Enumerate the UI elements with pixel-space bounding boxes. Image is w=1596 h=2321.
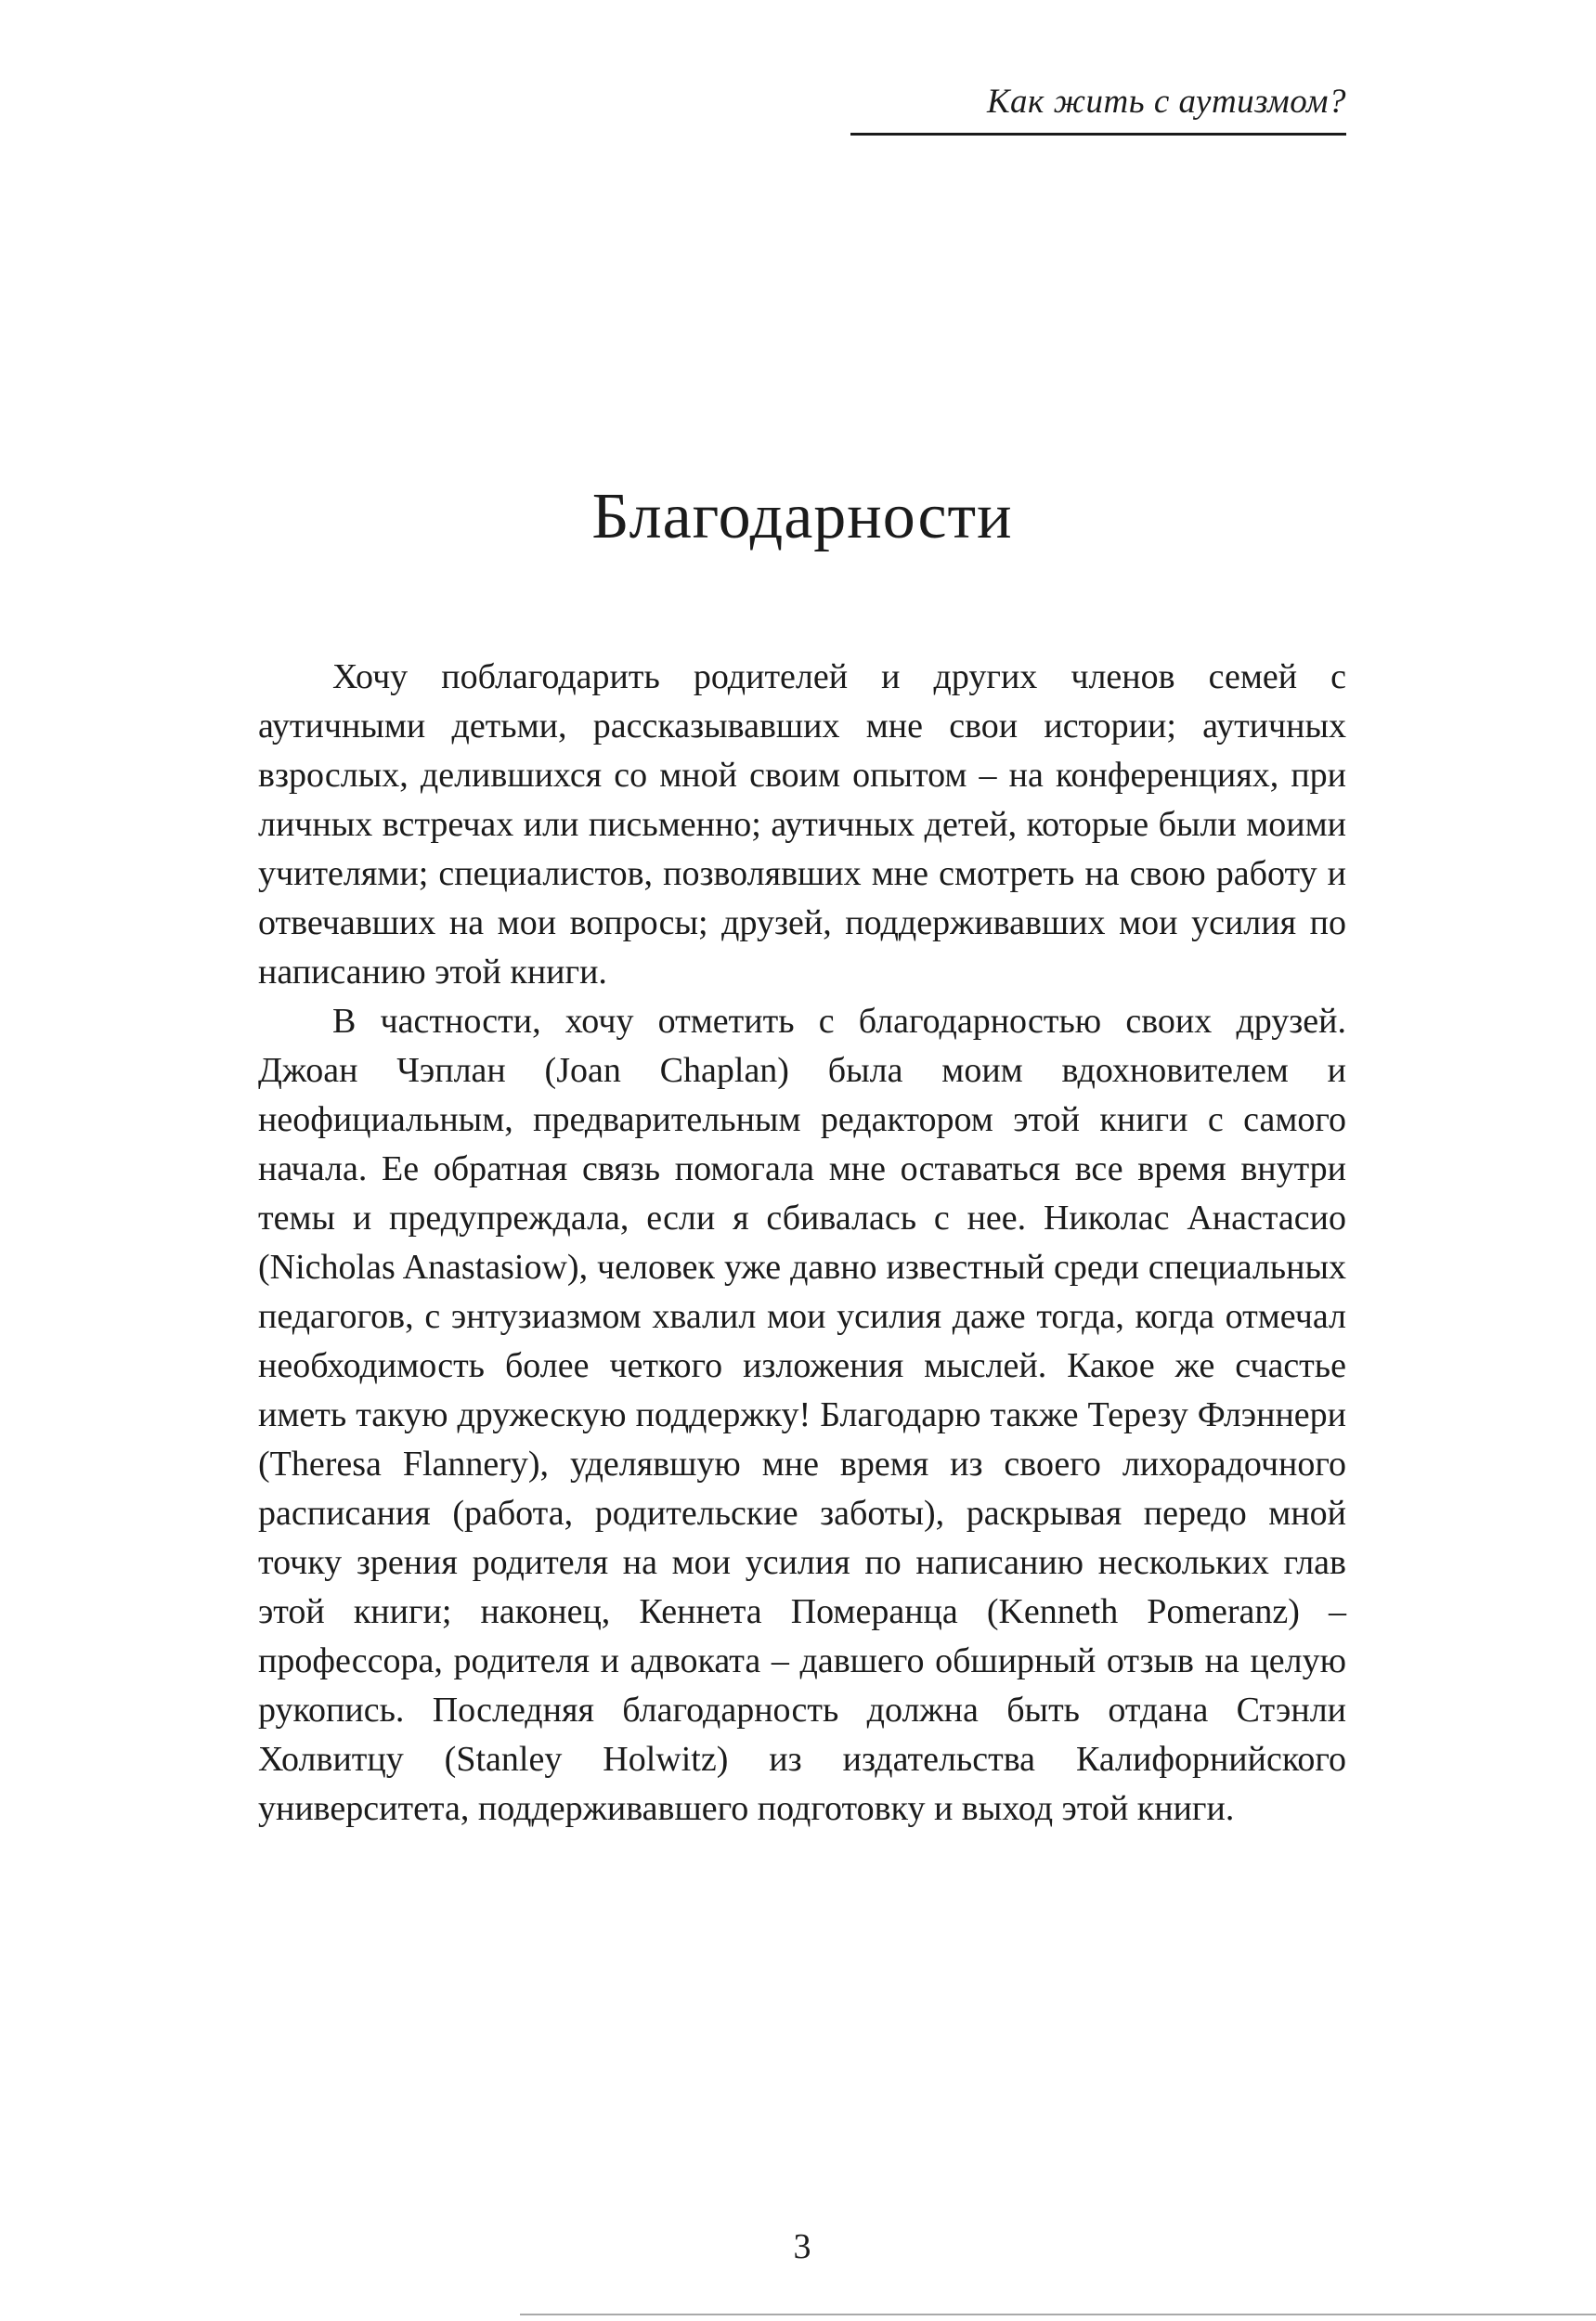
- page-number: 3: [793, 2227, 811, 2266]
- running-header-text: Как жить с аутизмом?: [986, 83, 1346, 121]
- scan-edge-artifact: [520, 2314, 1596, 2315]
- running-header-rule: [850, 82, 1346, 136]
- chapter-title: Благодарности: [591, 481, 1013, 552]
- paragraph-acknowledgment-general: Хочу поблагодарить родителей и других членов семей с аутичными детьми, рассказывавших мне свои истории; аутичных взрослых, делившихся со мной своим опытом – на конференциях, при личных встречах или письменно; аутичных детей, которые были моими учителями; специалистов, позволявших мне смотреть на свою работу и отвечавших на мои вопросы; друзей, поддерживавших мои усилия по написанию этой книги.: [258, 657, 1346, 992]
- page-content: [258, 0, 1346, 2266]
- running-header: [258, 82, 1346, 136]
- paragraph-acknowledgment-friends: В частности, хочу отметить с благодарностью своих друзей. Джоан Чэплан (Joan Chaplan) была моим вдохновителем и неофициальным, предварительным редактором этой книги с самого начала. Ее обратная связь помогала мне оставаться все время внутри темы и предупреждала, если я сбивалась с нее. Николас Анастасио (Nicholas Anastasiow), человек уже давно известный среди специальных педагогов, с энтузиазмом хвалил мои усилия даже тогда, когда отмечал необходимость более четкого изложения мыслей. Какое же счастье иметь такую дружескую поддержку! Благодарю также Терезу Флэннери (Theresa Flannery), уделявшую мне время из своего лихорадочного расписания (работа, родительские заботы), раскрывая передо мной точку зрения родителя на мои усилия по написанию нескольких глав этой книги; наконец, Кеннета Померанца (Kenneth Pomeranz) – профессора, родителя и адвоката – давшего обширный отзыв на целую рукопись. Последняя благодарность должна быть отдана Стэнли Холвитцу (Stanley Holwitz) из издательства Калифорнийского университета, поддерживавшего подготовку и выход этой книги.: [258, 1002, 1346, 1828]
- body-text: [258, 653, 1346, 1834]
